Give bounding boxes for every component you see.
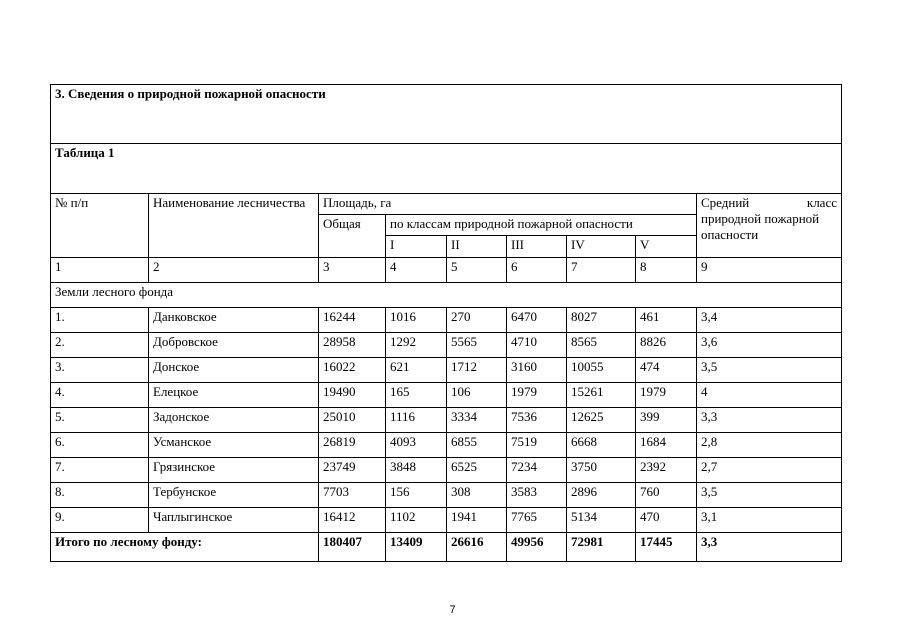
header-by-class: по классам природной пожарной опасности	[386, 215, 697, 236]
row-number: 1.	[51, 308, 149, 333]
table-cell: 1979	[507, 383, 567, 408]
table-cell: 3750	[567, 458, 636, 483]
table-cell: 1712	[447, 358, 507, 383]
header-area: Площадь, га	[319, 194, 697, 215]
total-cell: 72981	[567, 533, 636, 562]
forestry-name: Чаплыгинское	[149, 508, 319, 533]
land-category-row	[51, 283, 842, 308]
row-number: 7.	[51, 458, 149, 483]
table-cell: 16022	[319, 358, 386, 383]
table-cell: 156	[386, 483, 447, 508]
column-number: 8	[636, 258, 697, 283]
table-cell: 3,6	[697, 333, 842, 358]
header-avg-class	[697, 194, 842, 258]
row-number: 2.	[51, 333, 149, 358]
column-number-row	[51, 258, 842, 283]
header-num: № п/п	[51, 194, 149, 258]
table-cell: 1684	[636, 433, 697, 458]
table-cell: 1016	[386, 308, 447, 333]
table-cell: 7234	[507, 458, 567, 483]
table-cell: 4710	[507, 333, 567, 358]
column-number: 6	[507, 258, 567, 283]
table-cell: 3,4	[697, 308, 842, 333]
table-row	[51, 358, 842, 383]
table-cell: 4	[697, 383, 842, 408]
header-class: IV	[567, 236, 636, 258]
table-cell: 8565	[567, 333, 636, 358]
table-cell: 25010	[319, 408, 386, 433]
header-avg-class-line2: природной пожарной опасности	[701, 211, 820, 242]
row-number: 8.	[51, 483, 149, 508]
total-cell: 17445	[636, 533, 697, 562]
total-cell: 26616	[447, 533, 507, 562]
table-cell: 1116	[386, 408, 447, 433]
table-cell: 6855	[447, 433, 507, 458]
table-cell: 7519	[507, 433, 567, 458]
column-number: 9	[697, 258, 842, 283]
row-number: 5.	[51, 408, 149, 433]
table-row	[51, 408, 842, 433]
table-row	[51, 458, 842, 483]
column-number: 5	[447, 258, 507, 283]
table-cell: 308	[447, 483, 507, 508]
table-title: Таблица 1	[51, 144, 842, 194]
table-cell: 3848	[386, 458, 447, 483]
table-cell: 3,3	[697, 408, 842, 433]
section-title: 3. Сведения о природной пожарной опасности	[51, 85, 842, 144]
table-cell: 5565	[447, 333, 507, 358]
table-cell: 4093	[386, 433, 447, 458]
table-cell: 1102	[386, 508, 447, 533]
table-cell: 270	[447, 308, 507, 333]
table-cell: 6470	[507, 308, 567, 333]
table-cell: 3160	[507, 358, 567, 383]
header-total: Общая	[319, 215, 386, 258]
table-cell: 106	[447, 383, 507, 408]
total-cell: 3,3	[697, 533, 842, 562]
table-cell: 8826	[636, 333, 697, 358]
table-cell: 399	[636, 408, 697, 433]
table-cell: 1979	[636, 383, 697, 408]
table-row	[51, 333, 842, 358]
table-cell: 15261	[567, 383, 636, 408]
table-cell: 3,1	[697, 508, 842, 533]
table-cell: 2392	[636, 458, 697, 483]
table-cell: 6525	[447, 458, 507, 483]
table-cell: 16412	[319, 508, 386, 533]
table-cell: 470	[636, 508, 697, 533]
table-cell: 3583	[507, 483, 567, 508]
table-cell: 28958	[319, 333, 386, 358]
total-cell: 49956	[507, 533, 567, 562]
column-number: 1	[51, 258, 149, 283]
total-cell: 13409	[386, 533, 447, 562]
table-cell: 10055	[567, 358, 636, 383]
column-number: 3	[319, 258, 386, 283]
table-cell: 3334	[447, 408, 507, 433]
table-cell: 19490	[319, 383, 386, 408]
column-number: 2	[149, 258, 319, 283]
header-class: I	[386, 236, 447, 258]
forestry-name: Донское	[149, 358, 319, 383]
forestry-name: Добровское	[149, 333, 319, 358]
column-number: 7	[567, 258, 636, 283]
header-class: III	[507, 236, 567, 258]
header-avg-class-line1: Средний класс	[701, 195, 837, 210]
row-number: 9.	[51, 508, 149, 533]
table-row	[51, 308, 842, 333]
forestry-name: Тербунское	[149, 483, 319, 508]
table-cell: 5134	[567, 508, 636, 533]
forestry-name: Задонское	[149, 408, 319, 433]
table-row	[51, 508, 842, 533]
table-cell: 26819	[319, 433, 386, 458]
forestry-name: Елецкое	[149, 383, 319, 408]
table-row	[51, 483, 842, 508]
table-cell: 2,8	[697, 433, 842, 458]
table-cell: 7765	[507, 508, 567, 533]
table-cell: 3,5	[697, 483, 842, 508]
table-title-row	[51, 144, 842, 194]
forestry-name: Данковское	[149, 308, 319, 333]
row-number: 4.	[51, 383, 149, 408]
table-cell: 12625	[567, 408, 636, 433]
forestry-name: Грязинское	[149, 458, 319, 483]
table-cell: 6668	[567, 433, 636, 458]
table-row	[51, 433, 842, 458]
total-cell: 180407	[319, 533, 386, 562]
table-cell: 7536	[507, 408, 567, 433]
table-cell: 621	[386, 358, 447, 383]
table-cell: 2896	[567, 483, 636, 508]
header-class: II	[447, 236, 507, 258]
table-cell: 461	[636, 308, 697, 333]
table-cell: 23749	[319, 458, 386, 483]
forestry-name: Усманское	[149, 433, 319, 458]
section-title-row	[51, 85, 842, 144]
table-cell: 2,7	[697, 458, 842, 483]
table-cell: 1292	[386, 333, 447, 358]
land-category-label: Земли лесного фонда	[51, 283, 842, 308]
page-number: 7	[449, 604, 456, 616]
table-cell: 1941	[447, 508, 507, 533]
row-number: 6.	[51, 433, 149, 458]
table-cell: 7703	[319, 483, 386, 508]
table-cell: 3,5	[697, 358, 842, 383]
row-number: 3.	[51, 358, 149, 383]
total-label: Итого по лесному фонду:	[51, 533, 319, 562]
table-cell: 474	[636, 358, 697, 383]
table-cell: 8027	[567, 308, 636, 333]
table-row	[51, 383, 842, 408]
header-row	[51, 194, 842, 215]
total-row	[51, 533, 842, 562]
table-cell: 760	[636, 483, 697, 508]
header-name: Наименование лесничества	[149, 194, 319, 258]
table-cell: 165	[386, 383, 447, 408]
fire-hazard-table	[50, 84, 842, 562]
column-number: 4	[386, 258, 447, 283]
table-cell: 16244	[319, 308, 386, 333]
header-class: V	[636, 236, 697, 258]
